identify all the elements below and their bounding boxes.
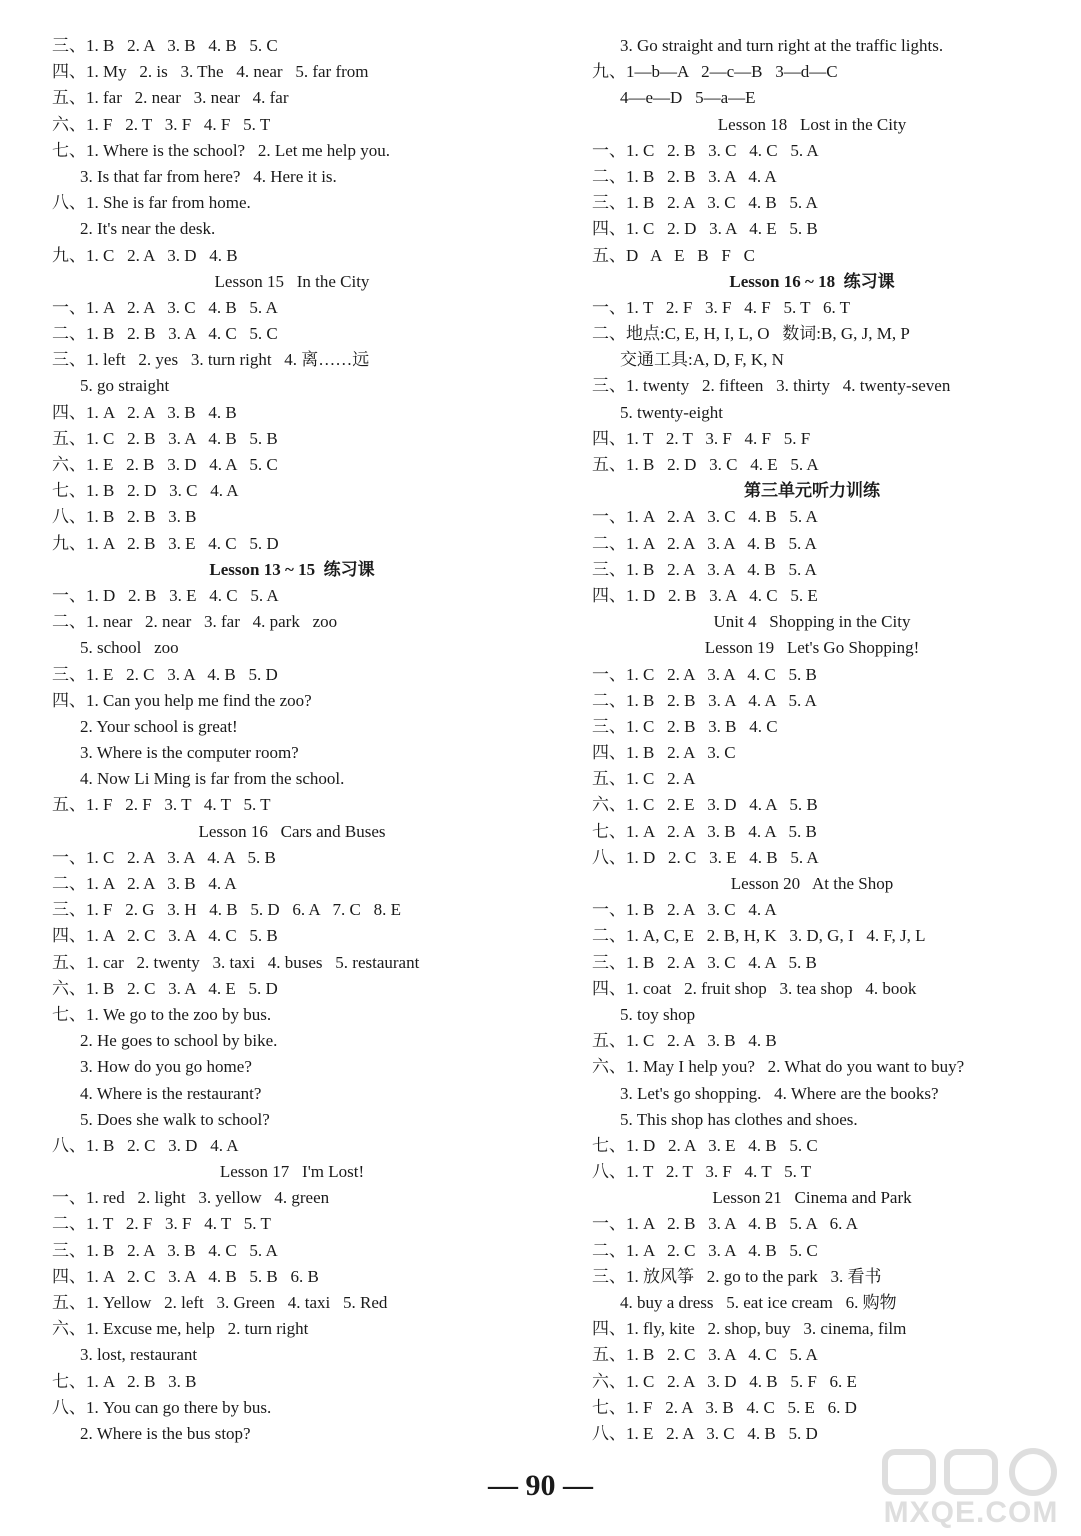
page-number: — 90 — xyxy=(488,1469,593,1502)
answer-line: 七、1. A 2. B 3. B xyxy=(52,1371,197,1391)
answer-line: 一、1. A 2. A 3. C 4. B 5. A xyxy=(592,507,818,527)
answer-line: 四、1. Can you help me find the zoo? xyxy=(52,690,312,710)
answer-line: 一、1. red 2. light 3. yellow 4. green xyxy=(52,1188,330,1208)
answer-line: 六、1. Excuse me, help 2. turn right xyxy=(52,1319,309,1339)
answer-line: 九、1. C 2. A 3. D 4. B xyxy=(52,245,238,265)
answer-line: 四、1. C 2. D 3. A 4. E 5. B xyxy=(592,219,818,239)
answer-line: 五、1. car 2. twenty 3. taxi 4. buses 5. restaurant xyxy=(52,952,420,972)
answer-line: 三、1. F 2. G 3. H 4. B 5. D 6. A 7. C 8. E xyxy=(52,900,401,920)
answer-line: 六、1. F 2. T 3. F 4. F 5. T xyxy=(52,114,271,134)
answer-line: 五、1. C 2. A 3. B 4. B xyxy=(592,1031,777,1051)
answer-line: 四、1. coat 2. fruit shop 3. tea shop 4. book xyxy=(592,978,917,998)
answer-line: 七、1. F 2. A 3. B 4. C 5. E 6. D xyxy=(592,1397,857,1417)
answer-line: 五、1. Yellow 2. left 3. Green 4. taxi 5. Red xyxy=(52,1293,388,1312)
answer-line: 一、1. B 2. A 3. C 4. A xyxy=(592,900,777,920)
answer-line: 2. Your school is great! xyxy=(80,716,238,736)
answer-line: 四、1. B 2. A 3. C xyxy=(592,743,736,763)
answer-line: 3. Is that far from here? 4. Here it is. xyxy=(80,166,337,186)
lesson-heading: Lesson 19 Let's Go Shopping! xyxy=(704,638,920,658)
answer-line: 4. Now Li Ming is far from the school. xyxy=(80,769,345,789)
answer-line: 四、1. A 2. C 3. A 4. B 5. B 6. B xyxy=(52,1266,319,1286)
answer-line: 5. Does she walk to school? xyxy=(80,1109,270,1129)
lesson-heading: Lesson 20 At the Shop xyxy=(730,874,894,893)
lesson-heading: Lesson 15 In the City xyxy=(214,271,370,291)
answer-line: 二、1. B 2. B 3. A 4. C 5. C xyxy=(52,324,278,344)
watermark-logo xyxy=(871,1446,1071,1530)
answer-line: 八、1. D 2. C 3. E 4. B 5. A xyxy=(592,847,819,867)
answer-line: 五、1. B 2. C 3. A 4. C 5. A xyxy=(592,1345,818,1365)
answer-line: 5. toy shop xyxy=(620,1004,696,1024)
answer-line: 九、1—b—A 2—c—B 3—d—C xyxy=(592,62,838,82)
answer-line: 一、1. T 2. F 3. F 4. F 5. T 6. T xyxy=(592,297,851,317)
answer-line: 3. Where is the computer room? xyxy=(80,743,299,763)
lesson-heading: Lesson 21 Cinema and Park xyxy=(712,1188,912,1208)
answer-line: 七、1. B 2. D 3. C 4. A xyxy=(52,481,239,501)
answer-line: 八、1. T 2. T 3. F 4. T 5. T xyxy=(592,1162,812,1182)
answer-line: 三、1. C 2. B 3. B 4. C xyxy=(592,716,778,736)
answer-line: 一、1. C 2. B 3. C 4. C 5. A xyxy=(592,140,819,160)
lesson-heading: Lesson 18 Lost in the City xyxy=(717,114,907,134)
answer-line: 四、1. fly, kite 2. shop, buy 3. cinema, film xyxy=(592,1319,907,1339)
answer-line: 3. lost, restaurant xyxy=(80,1345,198,1365)
answer-line: 五、1. C 2. A xyxy=(592,769,696,789)
answer-line: 三、1. left 2. yes 3. turn right 4. 离……远 xyxy=(52,350,370,370)
answer-line: 五、1. F 2. F 3. T 4. T 5. T xyxy=(52,795,271,815)
answer-line: 二、1. A, C, E 2. B, H, K 3. D, G, I 4. F, J, L xyxy=(592,926,926,946)
answer-line: 4—e—D 5—a—E xyxy=(620,88,756,108)
answer-line: 三、1. B 2. A 3. C 4. B 5. A xyxy=(592,193,818,213)
answer-line: 一、1. A 2. B 3. A 4. B 5. A 6. A xyxy=(592,1214,858,1234)
answer-line: 二、1. A 2. A 3. A 4. B 5. A xyxy=(592,533,817,553)
answer-line: 一、1. D 2. B 3. E 4. C 5. A xyxy=(52,585,279,605)
lesson-heading: Lesson 16 ~ 18 练习课 xyxy=(729,271,895,291)
answer-line: 七、1. We go to the zoo by bus. xyxy=(52,1004,272,1024)
answer-line: 六、1. E 2. B 3. D 4. A 5. C xyxy=(52,455,278,474)
answer-line: 3. Let's go shopping. 4. Where are the books? xyxy=(620,1083,939,1103)
answer-line: 2. Where is the bus stop? xyxy=(80,1423,251,1443)
unit-heading: 第三单元听力训练 xyxy=(744,481,880,501)
answer-line: 一、1. C 2. A 3. A 4. C 5. B xyxy=(592,664,817,684)
answer-line: 五、1. C 2. B 3. A 4. B 5. B xyxy=(52,428,278,448)
answer-line: 八、1. B 2. C 3. D 4. A xyxy=(52,1135,239,1155)
answer-line: 二、1. near 2. near 3. far 4. park zoo xyxy=(52,612,338,632)
answer-line: 四、1. D 2. B 3. A 4. C 5. E xyxy=(592,585,818,605)
answer-line: 一、1. A 2. A 3. C 4. B 5. A xyxy=(52,297,278,317)
answer-line: 八、1. B 2. B 3. B xyxy=(52,507,197,527)
answer-line: 2. He goes to school by bike. xyxy=(80,1031,278,1051)
answer-line: 五、1. far 2. near 3. near 4. far xyxy=(52,88,289,108)
answer-line: 九、1. A 2. B 3. E 4. C 5. D xyxy=(52,533,279,553)
answer-line: 八、1. She is far from home. xyxy=(52,193,251,213)
answer-line: 三、1. 放风筝 2. go to the park 3. 看书 xyxy=(592,1266,882,1286)
answer-line: 5. school zoo xyxy=(80,638,179,658)
answer-line: 四、1. A 2. C 3. A 4. C 5. B xyxy=(52,926,278,946)
answer-line: 三、1. B 2. A 3. B 4. C 5. A xyxy=(52,1240,278,1260)
answer-line: 三、1. B 2. A 3. A 4. B 5. A xyxy=(592,559,817,579)
watermark-url: MXQE.COM xyxy=(883,1496,1059,1529)
answer-line: 八、1. You can go there by bus. xyxy=(52,1397,272,1417)
answer-line: 5. go straight xyxy=(80,376,170,396)
answer-line: 七、1. Where is the school? 2. Let me help you. xyxy=(52,140,391,160)
answer-line: 二、1. A 2. C 3. A 4. B 5. C xyxy=(592,1240,818,1260)
answer-line: 七、1. D 2. A 3. E 4. B 5. C xyxy=(592,1135,818,1155)
answer-line: 四、1. A 2. A 3. B 4. B xyxy=(52,402,237,422)
answer-line: 3. Go straight and turn right at the traffic lights. xyxy=(620,36,944,55)
answer-line: 六、1. C 2. A 3. D 4. B 5. F 6. E xyxy=(592,1371,857,1391)
answer-line: 六、1. C 2. E 3. D 4. A 5. B xyxy=(592,795,818,815)
answer-column-right xyxy=(592,33,1032,1447)
answer-line: 八、1. E 2. A 3. C 4. B 5. D xyxy=(592,1423,818,1443)
watermark-logo-icon xyxy=(871,1446,1071,1498)
answer-line: 七、1. A 2. A 3. B 4. A 5. B xyxy=(592,821,817,841)
answer-line: 五、D A E B F C xyxy=(592,245,755,265)
answer-line: 三、1. B 2. A 3. C 4. A 5. B xyxy=(592,952,817,972)
answer-line: 4. buy a dress 5. eat ice cream 6. 购物 xyxy=(620,1293,897,1312)
answer-line: 二、1. T 2. F 3. F 4. T 5. T xyxy=(52,1214,271,1234)
answer-line: 4. Where is the restaurant? xyxy=(80,1083,262,1103)
answer-line: 六、1. B 2. C 3. A 4. E 5. D xyxy=(52,978,278,998)
answer-line: 5. This shop has clothes and shoes. xyxy=(620,1109,858,1129)
answer-line: 五、1. B 2. D 3. C 4. E 5. A xyxy=(592,455,819,474)
answer-line: 二、1. A 2. A 3. B 4. A xyxy=(52,874,237,893)
answer-line: 二、地点:C, E, H, I, L, O 数词:B, G, J, M, P xyxy=(592,324,910,344)
answer-line: 二、1. B 2. B 3. A 4. A 5. A xyxy=(592,690,817,710)
lesson-heading: Lesson 16 Cars and Buses xyxy=(198,821,386,841)
answer-line: 四、1. T 2. T 3. F 4. F 5. F xyxy=(592,428,811,448)
unit-heading: Unit 4 Shopping in the City xyxy=(713,612,911,632)
answer-line: 一、1. C 2. A 3. A 4. A 5. B xyxy=(52,847,276,867)
answer-line: 六、1. May I help you? 2. What do you want to buy? xyxy=(592,1057,965,1077)
answer-line: 三、1. B 2. A 3. B 4. B 5. C xyxy=(52,36,278,55)
lesson-heading: Lesson 17 I'm Lost! xyxy=(219,1162,365,1182)
answer-line: 5. twenty-eight xyxy=(620,402,723,422)
answer-column-left xyxy=(52,33,532,1447)
answer-line: 二、1. B 2. B 3. A 4. A xyxy=(592,166,777,186)
lesson-heading: Lesson 13 ~ 15 练习课 xyxy=(209,559,375,579)
answer-line: 2. It's near the desk. xyxy=(80,219,216,239)
answer-line: 三、1. twenty 2. fifteen 3. thirty 4. twenty-seven xyxy=(592,376,951,396)
answer-line: 三、1. E 2. C 3. A 4. B 5. D xyxy=(52,664,278,684)
answer-line: 交通工具:A, D, F, K, N xyxy=(620,350,784,370)
answer-line: 四、1. My 2. is 3. The 4. near 5. far from xyxy=(52,62,369,82)
answer-line: 3. How do you go home? xyxy=(80,1057,252,1077)
